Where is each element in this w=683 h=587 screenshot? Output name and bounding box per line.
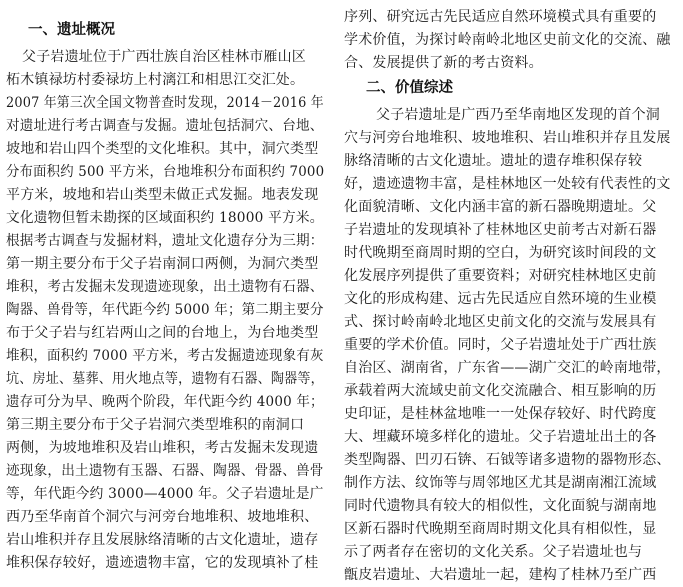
paragraph-line: 西乃至华南首个洞穴与河旁台地堆积、坡地堆积、 bbox=[6, 509, 319, 525]
section-heading-site-overview: 一、遗址概况 bbox=[28, 22, 115, 38]
paragraph-line: 重要的学术价值。同时，父子岩遗址处于广西壮族 bbox=[344, 337, 657, 353]
paragraph-line: 区新石器时代晚期至商周时期文化具有相似性，显 bbox=[344, 521, 657, 537]
paragraph-line: 大、埋藏环境多样化的遗址。父子岩遗址出土的各 bbox=[344, 429, 657, 445]
paragraph-line: 堆积保存较好，遗迹遗物丰富，它的发现填补了桂 bbox=[6, 555, 319, 571]
paragraph-line: 平方米，坡地和岩山类型未做正式发掘。地表发现 bbox=[6, 187, 319, 203]
paragraph-line: 合、发展提供了新的考古资料。 bbox=[344, 55, 543, 71]
paragraph-line: 穴与河旁台地堆积、坡地堆积、岩山堆积并存且发展 bbox=[344, 130, 671, 146]
paragraph-line: 式、探讨岭南岭北地区史前文化的交流与发展具有 bbox=[344, 314, 657, 330]
paragraph-line: 脉络清晰的古文化遗址。遗址的遗存堆积保存较 bbox=[344, 153, 643, 169]
paragraph-line: 化面貌清晰、文化内涵丰富的新石器晚期遗址。父 bbox=[344, 199, 657, 215]
paragraph-line: 遗存可分为早、晚两个阶段，年代距今约 4000 年； bbox=[6, 394, 324, 410]
paragraph-line: 子岩遗址的发现填补了桂林地区史前考古对新石器 bbox=[344, 222, 657, 238]
paragraph-line: 同时代遗物具有较大的相似性，文化面貌与湖南地 bbox=[344, 498, 657, 514]
paragraph-line: 父子岩遗址是广西乃至华南地区发现的首个洞 bbox=[376, 107, 660, 123]
paragraph-line: 示了两者存在密切的文化关系。父子岩遗址也与 bbox=[344, 544, 643, 560]
paragraph-line: 第三期主要分布于父子岩洞穴类型堆积的南洞口 bbox=[6, 417, 305, 433]
paragraph-line: 第一期主要分布于父子岩南洞口两侧，为洞穴类型 bbox=[6, 256, 319, 272]
section-heading-value-summary: 二、价值综述 bbox=[366, 80, 453, 96]
paragraph-line: 学术价值，为探讨岭南岭北地区史前文化的交流、融 bbox=[344, 32, 671, 48]
paragraph-line: 迹现象，出土遗物有玉器、石器、陶器、骨器、兽骨 bbox=[6, 463, 324, 479]
paragraph-line: 承载着两大流域史前文化交流融合、相互影响的历 bbox=[344, 383, 657, 399]
paragraph-line: 布于父子岩与红岩两山之间的台地上，为台地类型 bbox=[6, 325, 319, 341]
paragraph-line: 坡地和岩山四个类型的文化堆积。其中，洞穴类型 bbox=[6, 141, 319, 157]
paragraph-line: 时代晚期至商周时期的空白，为研究该时间段的文 bbox=[344, 245, 657, 261]
paragraph-line: 陶器、兽骨等，年代距今约 5000 年；第二期主要分 bbox=[6, 302, 324, 318]
paragraph-line: 根据考古调查与发掘材料，遗址文化遗存分为三期： bbox=[6, 233, 324, 249]
paragraph-line: 等，年代距今约 3000—4000 年。父子岩遗址是广 bbox=[6, 486, 324, 502]
paragraph-line: 甑皮岩遗址、大岩遗址一起，建构了桂林乃至广西 bbox=[344, 567, 657, 583]
paragraph-line: 对遗址进行考古调查与发掘。遗址包括洞穴、台地、 bbox=[6, 118, 324, 134]
paragraph-line: 2007 年第三次全国文物普查时发现，2014－2016 年 bbox=[6, 95, 324, 111]
paragraph-line: 柘木镇禄坊村委禄坊上村漓江和相思江交汇处。 bbox=[6, 72, 305, 88]
paragraph-line: 类型陶器、凹刃石锛、石钺等诸多遗物的器物形态、 bbox=[344, 452, 671, 468]
paragraph-line: 化发展序列提供了重要资料；对研究桂林地区史前 bbox=[344, 268, 657, 284]
paragraph-line: 制作方法、纹饰等与周邻地区尤其是湖南湘江流域 bbox=[344, 475, 657, 491]
paragraph-line: 堆积，面积约 7000 平方米，考古发掘遗迹现象有灰 bbox=[6, 348, 324, 364]
paragraph-line: 坑、房址、墓葬、用火地点等，遗物有石器、陶器等， bbox=[6, 371, 324, 387]
paragraph-line: 岩山堆积并存且发展脉络清晰的古文化遗址，遗存 bbox=[6, 532, 319, 548]
paragraph-line: 好，遗迹遗物丰富，是桂林地区一处较有代表性的文 bbox=[344, 176, 671, 192]
paragraph-line: 文化的形成构建、远古先民适应自然环境的生业模 bbox=[344, 291, 657, 307]
paragraph-line: 文化遗物但暂未勘探的区域面积约 18000 平方米。 bbox=[6, 210, 324, 226]
paragraph-line: 史印证，是桂林盆地唯一一处保存较好、时代跨度 bbox=[344, 406, 657, 422]
paragraph-line: 堆积，考古发掘未发现遗迹现象，出土遗物有石器、 bbox=[6, 279, 324, 295]
paragraph-line: 序列、研究远古先民适应自然环境模式具有重要的 bbox=[344, 9, 657, 25]
paragraph-line: 父子岩遗址位于广西壮族自治区桂林市雁山区 bbox=[22, 49, 306, 65]
paragraph-line: 自治区、湖南省，广东省——湖广交汇的岭南地带， bbox=[344, 360, 671, 376]
paragraph-line: 两侧，为坡地堆积及岩山堆积，考古发掘未发现遗 bbox=[6, 440, 319, 456]
paragraph-line: 分布面积约 500 平方米，台地堆积分布面积约 7000 bbox=[6, 164, 325, 180]
